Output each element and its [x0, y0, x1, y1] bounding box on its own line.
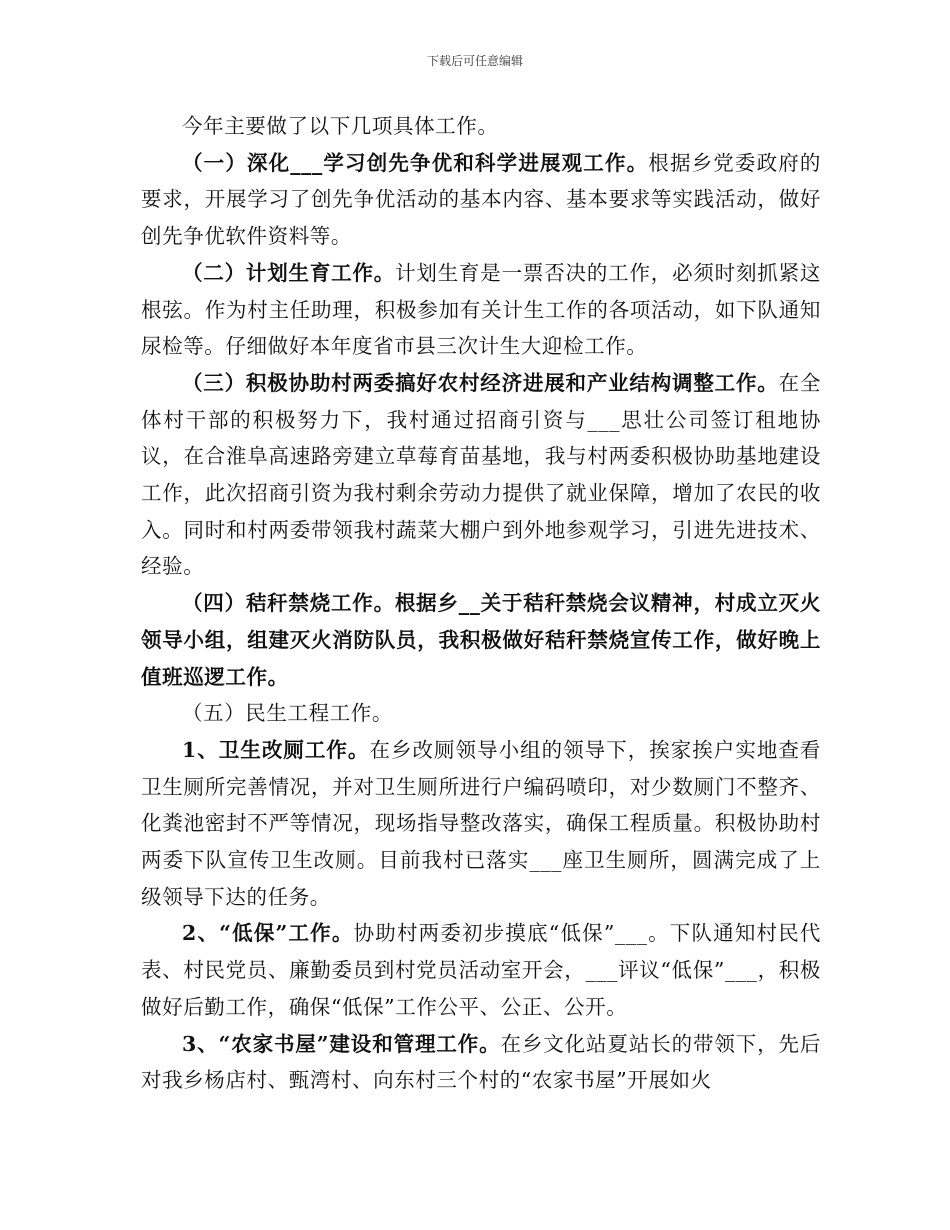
- section-1-body: 根据乡党委政府的要求，开展学习了创先争优活动的基本内容、基本要求等实践活动，做好创先争优软件资料等。: [141, 150, 821, 249]
- section-5-paragraph: [141, 695, 821, 732]
- section-2-paragraph: [141, 255, 821, 365]
- section-3-paragraph: [141, 365, 821, 585]
- intro-paragraph: [141, 108, 821, 145]
- document-body: [141, 108, 821, 1099]
- item-3-paragraph: [141, 1026, 821, 1099]
- item-2-paragraph: [141, 915, 821, 1025]
- intro-text: 今年主要做了以下几项具体工作。: [182, 114, 499, 138]
- page-header-note: 下载后可任意编辑: [426, 54, 523, 68]
- section-1-heading: （一）深化___学习创先争优和科学进展观工作。: [182, 150, 649, 175]
- item-2-body: 协助村两委初步摸底“低保”___。下队通知村民代表、村民党员、廉勤委员到村党员活动室开会，___评议“低保”___，积极做好后勤工作，确保“低保”工作公平、公正、公开。: [141, 921, 822, 1019]
- section-1-paragraph: [141, 145, 821, 255]
- item-1-paragraph: [141, 732, 821, 916]
- section-4-heading: （四）秸秆禁烧工作。根据乡__关于秸秆禁烧会议精神，村成立灭火领导小组，组建灭火消防队员，我积极做好秸秆禁烧宣传工作，做好晚上值班巡逻工作。: [141, 591, 821, 689]
- section-3-heading: （三）积极协助村两委搞好农村经济进展和产业结构调整工作。: [182, 370, 779, 395]
- item-2-heading: 2、“低保”工作。: [182, 921, 354, 946]
- item-3-body: 在乡文化站夏站长的带领下，先后对我乡杨店村、甄湾村、向东村三个村的“农家书屋”开展如火: [141, 1031, 822, 1093]
- section-2-heading: （二）计划生育工作。: [182, 260, 396, 285]
- item-1-body: 在乡改厕领导小组的领导下，挨家挨户实地查看卫生厕所完善情况，并对卫生厕所进行户编码喷印，对少数厕门不整齐、化粪池密封不严等情况，现场指导整改落实，确保工程质量。积极协助村两委下队宣传卫生改厕。目前我村已落实___座卫生厕所，圆满完成了上级领导下达的任务。: [141, 737, 821, 909]
- section-4-paragraph: [141, 585, 821, 695]
- item-1-heading: 1、卫生改厕工作。: [182, 737, 370, 762]
- section-5-heading: （五）民生工程工作。: [182, 701, 393, 726]
- section-2-body: 计划生育是一票否决的工作，必须时刻抓紧这根弦。作为村主任助理，积极参加有关计生工作的各项活动，如下队通知尿检等。仔细做好本年度省市县三次计生大迎检工作。: [141, 260, 822, 359]
- section-3-body: 在全体村干部的积极努力下，我村通过招商引资与___思壮公司签订租地协议，在合淮阜高速路旁建立草莓育苗基地，我与村两委积极协助基地建设工作，此次招商引资为我村剩余劳动力提供了就业保障，增加了农民的收入。同时和村两委带领我村蔬菜大棚户到外地参观学习，引进先进技术、经验。: [141, 370, 821, 579]
- item-3-heading: 3、“农家书屋”建设和管理工作。: [182, 1031, 501, 1056]
